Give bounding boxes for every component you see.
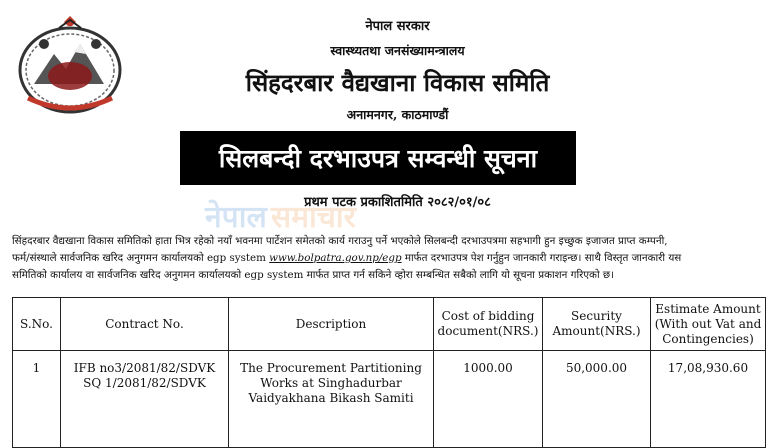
notice-line-2-post: मार्फत दरभाउपत्र पेश गर्नुहुन जानकारी गराइन्छ। साथै विस्तृत जानकारी यस <box>401 252 682 264</box>
cell-contract <box>61 351 229 448</box>
table-row <box>13 351 766 448</box>
table-header-row <box>13 298 766 351</box>
notice-line-2-pre: फर्म/संस्थाले सार्वजनिक खरिद अनुगमन कार्यालयको egp system <box>12 252 270 264</box>
col-header-cost: Cost of bidding document(NRS.) <box>434 298 543 351</box>
notice-line-3: समितिको कार्यालय वा सार्वजनिक खरिद अनुगमन कार्यालयको egp system मार्फत प्राप्त गर्न सकिने व्होरा सम्बन्धित सबैको लागि यो सूचना प्रकाशन गरिएको छ। <box>12 269 615 281</box>
col-header-security: Security Amount(NRS.) <box>543 298 651 351</box>
notice-line-1: सिंहदरबार वैद्यखाना विकास समितिको हाता भित्र रहेको नयाँ भवनमा पार्टेशन समेतको कार्य गराउनु पर्ने भएकोले सिलबन्दी दरभाउपत्रमा सहभागी हुन इच्छुक इजाजत प्राप्त कम्पनी, <box>12 235 668 247</box>
watermark-part1: नेपाल <box>205 199 267 235</box>
col-header-estimate: Estimate Amount (With out Vat and Contingencies) <box>651 298 766 351</box>
col-header-description: Description <box>229 298 434 351</box>
cell-estimate: 17,08,930.60 <box>651 351 766 448</box>
contract-number-1: IFB no3/2081/82/SDVK <box>73 361 216 375</box>
watermark <box>205 195 535 235</box>
cell-cost: 1000.00 <box>434 351 543 448</box>
col-header-contract: Contract No. <box>61 298 229 351</box>
notice-line-2 <box>12 250 764 267</box>
ministry-name: स्वास्थ्यतथा जनसंख्यामन्त्रालय <box>330 43 465 58</box>
watermark-part2: समाचार <box>270 199 356 235</box>
cell-sno: 1 <box>13 351 61 448</box>
cell-security: 50,000.00 <box>543 351 651 448</box>
government-name: नेपाल सरकार <box>365 19 430 34</box>
contract-number-2: SQ 1/2081/82/SDVK <box>83 376 206 390</box>
notice-body <box>12 233 764 284</box>
publication-date: प्रथम पटक प्रकाशितमिति २०८२/०१/०८ <box>304 195 491 210</box>
notice-title: सिलबन्दी दरभाउपत्र सम्वन्धी सूचना <box>180 131 576 185</box>
bidding-table <box>12 297 766 448</box>
egp-website-link[interactable]: www.bolpatra.gov.np/egp <box>269 252 402 264</box>
organization-name: सिंहदरबार वैद्यखाना विकास समिति <box>245 68 550 97</box>
cell-description: The Procurement Partitioning Works at Singhadurbar Vaidyakhana Bikash Samiti <box>229 351 434 448</box>
col-header-sno: S.No. <box>13 298 61 351</box>
organization-address: अनामनगर, काठमाण्डौं <box>346 107 449 122</box>
